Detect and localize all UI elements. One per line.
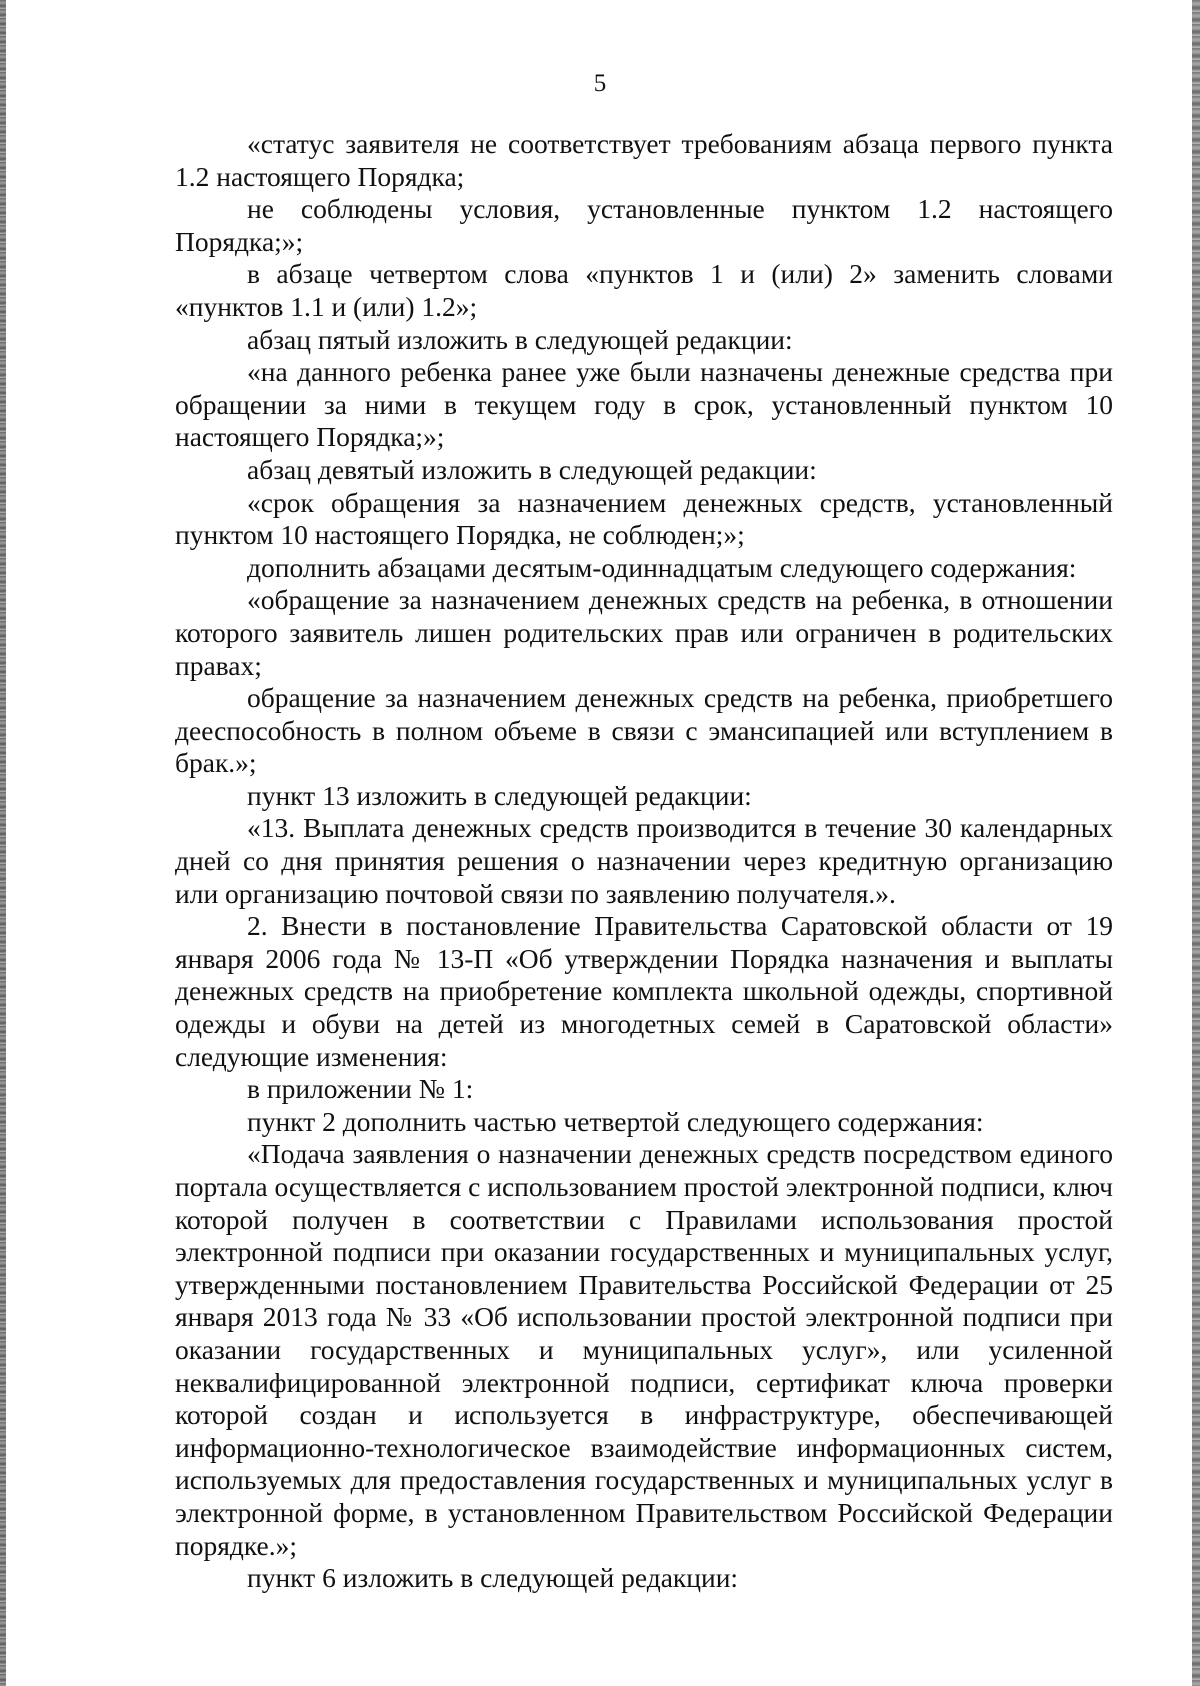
paragraph: в приложении № 1: bbox=[247, 1073, 474, 1105]
paragraph: в абзаце четвертом слова «пунктов 1 и (или) 2» заменить словами «пунктов 1.1 и (или) 1.2»; bbox=[175, 258, 1113, 322]
paragraph: «Подача заявления о назначении денежных средств посредством единого портала осуществляется с использованием простой электронной подписи, ключ которой получен в соответствии с Правилами использования простой электронной подписи при оказании государственных и муниципальных услуг, утвержденными постановлением Правительства Российской Федерации от 25 января 2013 года № 33 «Об использовании простой электронной подписи при оказании государственных и муниципальных услуг», или усиленной неквалифицированной электронной подписи, сертификат ключа проверки которой создан и используется в инфраструктуре, обеспечивающей информационно-технологическое взаимодействие информационных систем, используемых для предоставления государственных и муниципальных услуг в электронной форме, в установленном Правительством Российской Федерации порядке.»; bbox=[175, 1138, 1113, 1561]
document-body bbox=[175, 128, 1113, 1595]
paragraph: «13. Выплата денежных средств производится в течение 30 календарных дней со дня принятия решения о назначении через кредитную организацию или организацию почтовой связи по заявлению получателя.». bbox=[175, 812, 1113, 909]
paragraph: «статус заявителя не соответствует требованиям абзаца первого пункта 1.2 настоящего Порядка; bbox=[175, 128, 1113, 192]
scan-edge-right bbox=[1192, 0, 1200, 1686]
paragraph: «на данного ребенка ранее уже были назначены денежные средства при обращении за ними в текущем году в срок, установленный пунктом 10 настоящего Порядка;»; bbox=[175, 356, 1113, 453]
scan-edge-left bbox=[0, 0, 6, 1686]
paragraph: не соблюдены условия, установленные пунктом 1.2 настоящего Порядка;»; bbox=[175, 193, 1113, 257]
paragraph: «срок обращения за назначением денежных средств, установленный пунктом 10 настоящего Порядка, не соблюден;»; bbox=[175, 486, 1113, 551]
paragraph: пункт 2 дополнить частью четвертой следующего содержания: bbox=[247, 1105, 984, 1137]
paragraph: пункт 6 изложить в следующей редакции: bbox=[247, 1562, 739, 1594]
paragraph: абзац девятый изложить в следующей редакции: bbox=[247, 453, 817, 485]
paragraph: «обращение за назначением денежных средств на ребенка, в отношении которого заявитель лишен родительских прав или ограничен в родительских правах; bbox=[175, 584, 1113, 681]
paragraph: пункт 13 изложить в следующей редакции: bbox=[247, 779, 752, 811]
paragraph: дополнить абзацами десятым-одиннадцатым следующего содержания: bbox=[247, 551, 1077, 583]
page-number: 5 bbox=[593, 70, 607, 97]
paragraph: 2. Внести в постановление Правительства Саратовской области от 19 января 2006 года № 13-П «Об утверждении Порядка назначения и выплаты денежных средств на приобретение комплекта школьной одежды, спортивной одежды и обуви на детей из многодетных семей в Саратовской области» следующие изменения: bbox=[175, 910, 1113, 1072]
paragraph: обращение за назначением денежных средств на ребенка, приобретшего дееспособность в полном объеме в связи с эмансипацией или вступлением в брак.»; bbox=[175, 682, 1113, 779]
paragraph: абзац пятый изложить в следующей редакции: bbox=[247, 323, 793, 355]
